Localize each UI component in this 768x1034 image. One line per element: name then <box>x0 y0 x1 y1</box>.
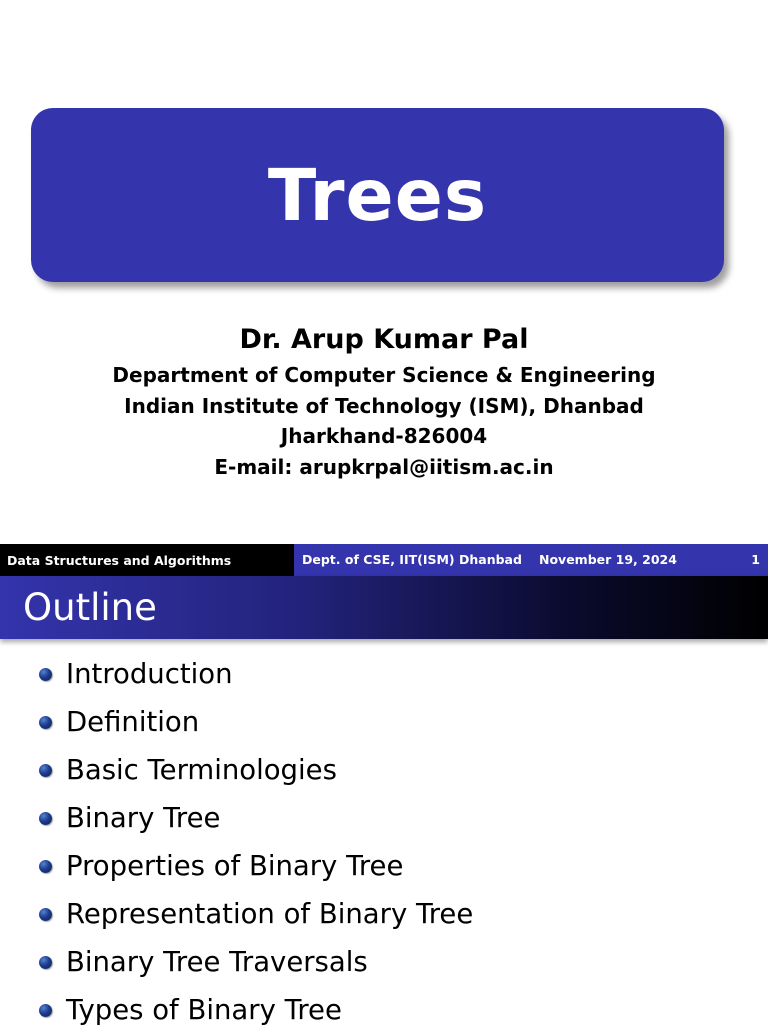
list-item-label: Types of Binary Tree <box>66 994 342 1026</box>
bullet-icon <box>39 956 52 969</box>
bullet-icon <box>39 908 52 921</box>
footer-date: November 19, 2024 <box>539 552 677 567</box>
list-item <box>0 842 768 890</box>
list-item-label: Binary Tree Traversals <box>66 946 368 978</box>
footer-department: Dept. of CSE, IIT(ISM) Dhanbad <box>302 552 522 567</box>
list-item <box>0 890 768 938</box>
bullet-icon <box>39 764 52 777</box>
list-item <box>0 746 768 794</box>
footer-info-panel <box>294 544 768 576</box>
affiliation-address: Jharkhand-826004 <box>280 424 488 448</box>
footer-course: Data Structures and Algorithms <box>7 552 232 568</box>
bullet-icon <box>39 668 52 681</box>
affiliation-department: Department of Computer Science & Engineering <box>112 363 656 387</box>
author-name: Dr. Arup Kumar Pal <box>239 324 529 355</box>
affiliation-email: E-mail: arupkrpal@iitism.ac.in <box>214 455 554 479</box>
list-item-label: Introduction <box>66 658 233 690</box>
list-item <box>0 986 768 1034</box>
slide-title: Trees <box>267 153 488 237</box>
footer-course-panel <box>0 544 294 576</box>
bullet-icon <box>39 716 52 729</box>
outline-list <box>0 650 768 1034</box>
list-item <box>0 794 768 842</box>
outline-header <box>0 576 768 639</box>
list-item-label: Binary Tree <box>66 802 221 834</box>
list-item <box>0 650 768 698</box>
outline-title: Outline <box>23 586 157 629</box>
bullet-icon <box>39 860 52 873</box>
list-item-label: Definition <box>66 706 200 738</box>
affiliation-institute: Indian Institute of Technology (ISM), Dhanbad <box>124 394 644 418</box>
list-item-label: Basic Terminologies <box>66 754 337 786</box>
bullet-icon <box>39 1004 52 1017</box>
list-item-label: Representation of Binary Tree <box>66 898 474 930</box>
title-banner <box>31 108 724 282</box>
footer-page-number: 1 <box>751 552 760 567</box>
list-item <box>0 698 768 746</box>
list-item <box>0 938 768 986</box>
list-item-label: Properties of Binary Tree <box>66 850 404 882</box>
slide-footer <box>0 544 768 576</box>
bullet-icon <box>39 812 52 825</box>
